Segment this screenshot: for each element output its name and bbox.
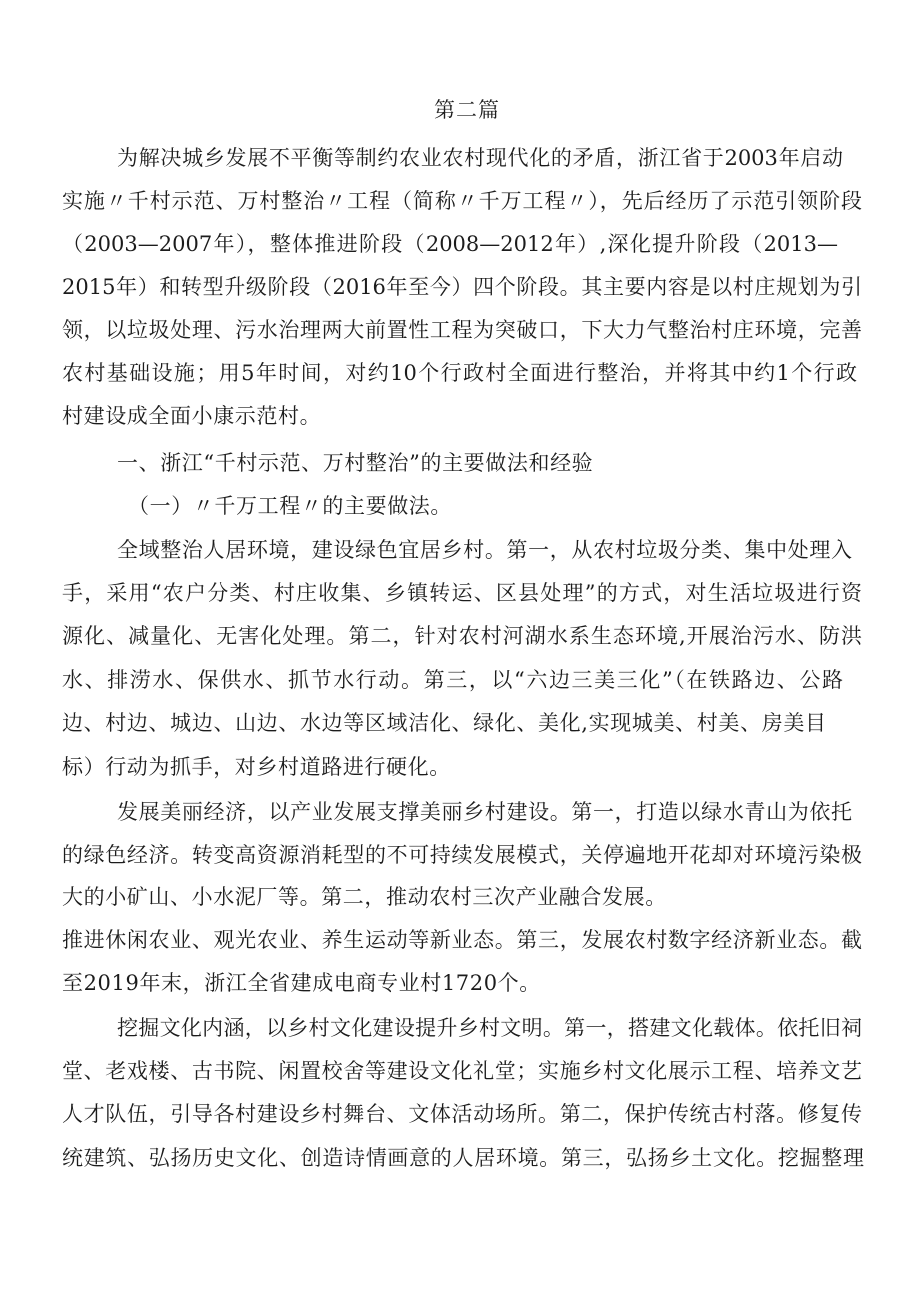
paragraph-line: 至2019年末，浙江全省建成电商专业村1720个。 — [62, 971, 541, 995]
section-heading: 一、浙江“千村示范、万村整治”的主要做法和经验 — [117, 451, 594, 475]
paragraph-line: 源化、减量化、无害化处理。第二，针对农村河湖水系生态环境,开展治污水、防洪 — [62, 624, 862, 648]
paragraph-line: 边、村边、城边、山边、水边等区域洁化、绿化、美化,实现城美、村美、房美目 — [62, 711, 826, 735]
paragraph-line: （2003—2007年），整体推进阶段（2008—2012年）,深化提升阶段（2013— — [62, 232, 838, 256]
paragraph-line: 手，采用“农户分类、村庄收集、乡镇转运、区县处理”的方式，对生活垃圾进行资 — [62, 581, 862, 605]
paragraph-line: 人才队伍，引导各村建设乡村舞台、文体活动场所。第二，保护传统古村落。修复传 — [62, 1102, 862, 1126]
paragraph-line: 村建设成全面小康示范村。 — [62, 404, 322, 428]
paragraph-line: 推进休闲农业、观光农业、养生运动等新业态。第三，发展农村数字经济新业态。截 — [62, 928, 862, 952]
paragraph-line: 的绿色经济。转变高资源消耗型的不可持续发展模式，关停遍地开花却对环境污染极 — [62, 843, 862, 867]
paragraph-line: 发展美丽经济，以产业发展支撑美丽乡村建设。第一，打造以绿水青山为依托 — [117, 800, 852, 824]
paragraph-line: 全域整治人居环境，建设绿色宜居乡村。第一，从农村垃圾分类、集中处理入 — [117, 538, 852, 562]
paragraph-line: 统建筑、弘扬历史文化、创造诗情画意的人居环境。第三，弘扬乡土文化。挖掘整理 — [62, 1146, 864, 1170]
subsection-heading: （一）〃千万工程〃的主要做法。 — [128, 494, 452, 518]
paragraph-line: 标）行动为抓手，对乡村道路进行硬化。 — [62, 755, 451, 779]
paragraph-line: 水、排涝水、保供水、抓节水行动。第三，以“六边三美三化”（在铁路边、公路 — [62, 668, 843, 692]
paragraph-line: 领，以垃圾处理、污水治理两大前置性工程为突破口，下大力气整治村庄环境，完善 — [62, 318, 862, 342]
page-title: 第二篇 — [434, 98, 500, 122]
paragraph-line: 挖掘文化内涵，以乡村文化建设提升乡村文明。第一，搭建文化载体。依托旧祠 — [117, 1016, 862, 1040]
paragraph-line: 2015年）和转型升级阶段（2016年至今）四个阶段。其主要内容是以村庄规划为引 — [62, 275, 862, 299]
paragraph-line: 农村基础设施；用5年时间，对约10个行政村全面进行整治，并将其中约1个行政 — [62, 361, 857, 385]
paragraph-line: 实施〃千村示范、万村整治〃工程（简称〃千万工程〃），先后经历了示范引领阶段 — [62, 189, 862, 213]
paragraph-line: 为解决城乡发展不平衡等制约农业农村现代化的矛盾，浙江省于2003年启动 — [117, 146, 843, 170]
paragraph-line: 大的小矿山、小水泥厂等。第二，推动农村三次产业融合发展。 — [62, 885, 667, 909]
paragraph-line: 堂、老戏楼、古书院、闲置校舍等建设文化礼堂；实施乡村文化展示工程、培养文艺 — [62, 1059, 862, 1083]
